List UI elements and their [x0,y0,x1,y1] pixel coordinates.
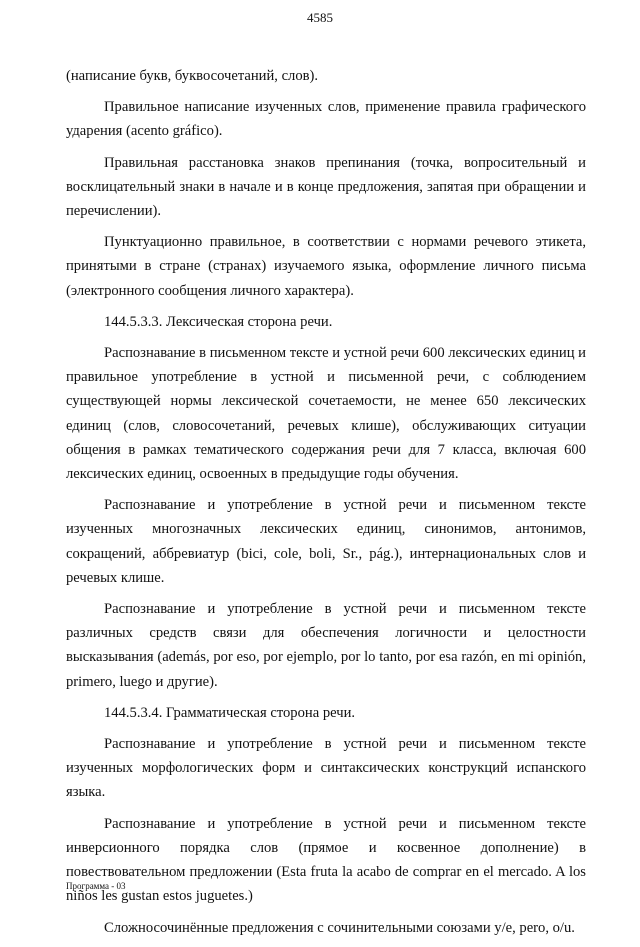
paragraph: Сложносочинённые предложения с сочинительными союзами y/e, pero, o/u. [104,919,575,936]
paragraph: Правильное написание изученных слов, применение правила графического ударения (acento gráfico). [66,99,586,140]
footer-label: Программа - 03 [66,881,126,891]
paragraph: Распознавание и употребление в устной речи и письменном тексте различных средств связи для обеспечения логичности и целостности высказывания (además, por eso, por ejemplo, por lo tanto, por esa razón, en mi opinión, primero, luego и другие). [66,601,586,690]
page-number: 4585 [307,10,333,25]
paragraph: Распознавание и употребление в устной речи и письменном тексте инверсионного порядка слов (прямое и косвенное дополнение) в повествовательном предложении (Esta fruta la acabo de comprar en el mercado. A los niños les gustan estos juguetes.) [66,815,586,905]
paragraph: Распознавание в письменном тексте и устной речи 600 лексических единиц и правильное употребление в устной и письменной речи, с соблюдением существующей нормы лексической сочетаемости, не менее 650 лексических единиц (слов, словосочетаний, речевых клише), обслуживающих ситуации общения в рамках тематического содержания речи для 7 класса, включая 600 лексических единиц, освоенных в предыдущие годы обучения. [66,345,586,483]
paragraph: (написание букв, буквосочетаний, слов). [66,68,319,84]
paragraph: Пунктуационно правильное, в соответствии с нормами речевого этикета, принятыми в стране (странах) изучаемого языка, оформление личного письма (электронного сообщения личного характера). [66,234,586,299]
section-heading: 144.5.3.4. Грамматическая сторона речи. [104,704,356,721]
paragraph: Распознавание и употребление в устной речи и письменном тексте изученных многозначных лексических единиц, синонимов, антонимов, сокращений, аббревиатур (bici, cole, boli, Sr., pág.), интернациональных слов и речевых клише. [66,497,586,586]
paragraph: Правильная расстановка знаков препинания (точка, вопросительный и восклицательный знаки в начале и в конце предложения, запятая при обращении и перечислении). [66,154,586,220]
paragraph: Распознавание и употребление в устной речи и письменном тексте изученных морфологических форм и синтаксических конструкций испанского языка. [66,736,586,801]
document-body [66,64,586,947]
section-heading: 144.5.3.3. Лексическая сторона речи. [104,313,333,330]
